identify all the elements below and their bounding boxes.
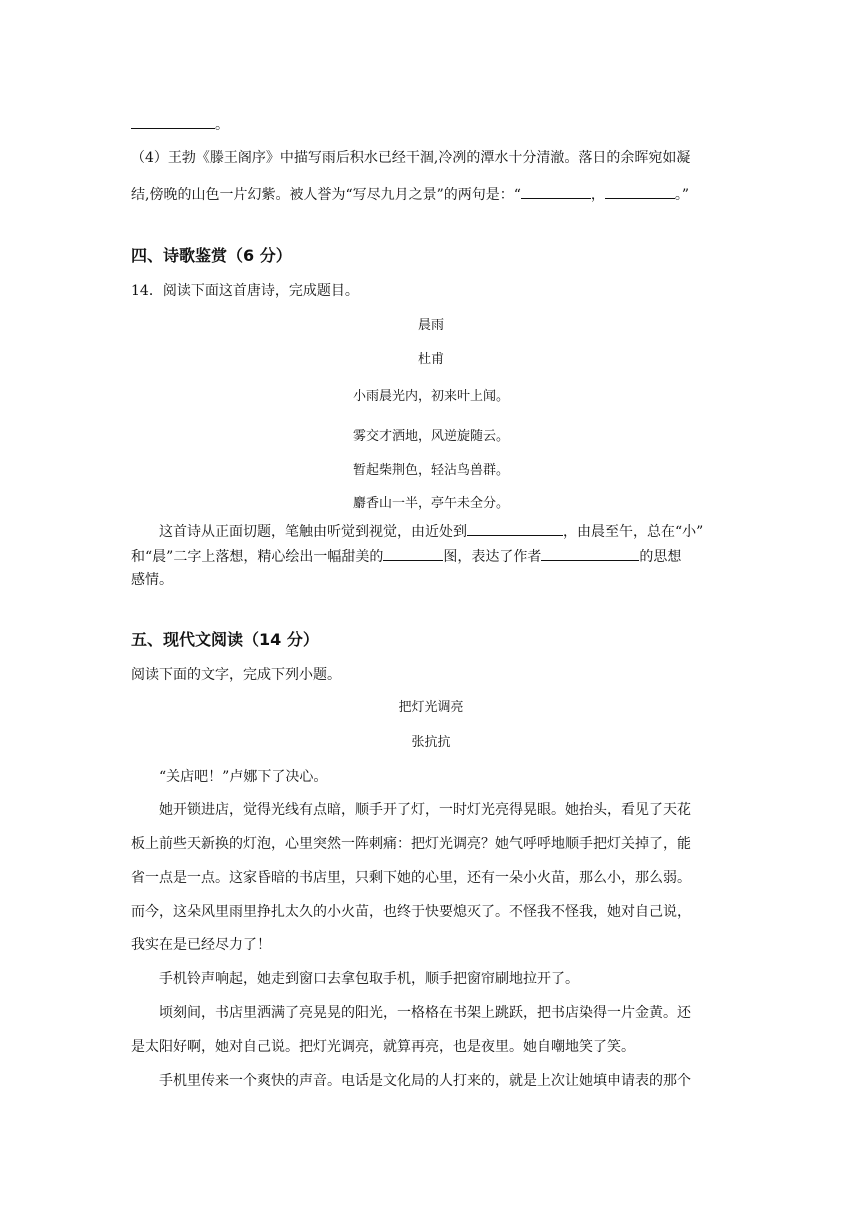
article-paragraph-line: 手机里传来一个爽快的声音。电话是文化局的人打来的，就是上次让她填申请表的那个 xyxy=(159,1073,691,1089)
answer-blank xyxy=(605,184,675,199)
article-paragraph-line: 我实在是已经尽力了！ xyxy=(131,937,271,953)
section-5-heading: 五、现代文阅读（14 分） xyxy=(131,630,319,649)
answer-blank xyxy=(383,546,443,561)
article-paragraph-line: 是太阳好啊，她对自己说。把灯光调亮，就算再亮，也是夜里。她自嘲地笑了笑。 xyxy=(131,1039,635,1055)
article-paragraph-line: 而今，这朵风里雨里挣扎太久的小火苗，也终于快要熄灭了。不怪我不怪我，她对自己说， xyxy=(131,904,691,920)
question-4-line-2: 结,傍晚的山色一片幻紫。被人誉为“写尽九月之景”的两句是：“ ， 。” xyxy=(131,184,689,205)
analysis-line-3: 感情。 xyxy=(131,572,173,588)
poem-title: 晨雨 xyxy=(417,318,444,333)
poem-author: 杜甫 xyxy=(417,352,444,367)
question-4-line-1: （4）王勃《滕王阁序》中描写雨后积水已经干涸,冷冽的潭水十分清澈。落日的余晖宛如凝 xyxy=(131,150,691,166)
article-author: 张抗抗 xyxy=(411,735,451,750)
article-paragraph-line: 手机铃声响起，她走到窗口去拿包取手机，顺手把窗帘刷地拉开了。 xyxy=(159,971,579,987)
answer-blank xyxy=(541,546,639,561)
poem-line: 小雨晨光内，初来叶上闻。 xyxy=(352,389,509,404)
answer-blank xyxy=(467,521,563,536)
poem-line: 暂起柴荆色，轻沾鸟兽群。 xyxy=(352,463,509,478)
section-4-heading: 四、诗歌鉴赏（6 分） xyxy=(131,246,292,265)
poem-line: 雾交才洒地，风逆旋随云。 xyxy=(352,429,509,444)
answer-blank-line xyxy=(131,114,229,135)
question-14-prompt: 14．阅读下面这首唐诗，完成题目。 xyxy=(131,283,359,299)
article-paragraph-line: “关店吧！”卢娜下了决心。 xyxy=(159,769,328,785)
period: 。 xyxy=(215,117,229,133)
article-paragraph-line: 省一点是一点。这家昏暗的书店里，只剩下她的心里，还有一朵小火苗，那么小，那么弱。 xyxy=(131,870,691,886)
section-5-intro: 阅读下面的文字，完成下列小题。 xyxy=(131,667,341,683)
poem-line: 麝香山一半，亭午未全分。 xyxy=(352,496,509,511)
article-title: 把灯光调亮 xyxy=(398,700,464,715)
article-paragraph-line: 板上前些天新换的灯泡，心里突然一阵刺痛：把灯光调亮？她气呼呼地顺手把灯关掉了，能 xyxy=(131,836,691,852)
answer-blank xyxy=(521,184,591,199)
analysis-line-2: 和“晨”二字上落想，精心绘出一幅甜美的 图，表达了作者 的思想 xyxy=(131,546,681,567)
answer-blank xyxy=(131,114,215,129)
article-paragraph-line: 她开锁进店，觉得光线有点暗，顺手开了灯，一时灯光亮得晃眼。她抬头，看见了天花 xyxy=(159,802,691,818)
article-paragraph-line: 顷刻间，书店里洒满了亮晃晃的阳光，一格格在书架上跳跃，把书店染得一片金黄。还 xyxy=(159,1005,691,1021)
analysis-line-1: 这首诗从正面切题，笔触由听觉到视觉，由近处到 ，由晨至午，总在“小” xyxy=(131,521,703,542)
